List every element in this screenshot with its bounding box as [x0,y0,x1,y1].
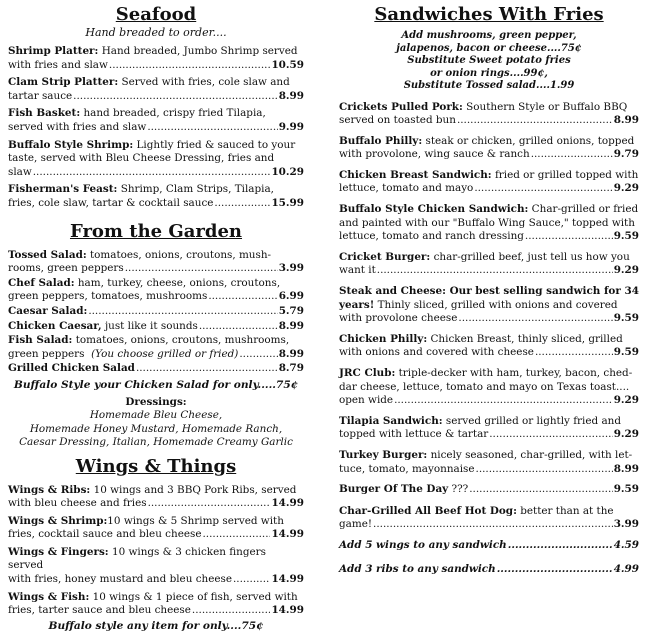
item-desc-end: tartar sauce [8,89,73,102]
item-price: 8.99 [278,89,304,102]
item-desc-end: game! [339,518,373,531]
item-desc-end: with fries and slaw [8,58,108,71]
addon-ribs [339,563,639,577]
item-desc: 10 wings and 3 BBQ Pork Ribs, served [93,483,297,496]
item-desc: 10 wings & 5 Shrimp served with [107,514,284,527]
intro-line: Substitute Tossed salad....1.99 [403,80,575,91]
item-desc-end: rooms, green peppers [8,262,124,275]
item-desc-end: want it [339,264,376,277]
item-name: Wings & Ribs: [8,483,91,496]
item-desc-end: ??? [451,483,469,496]
item-price: 6.99 [278,290,304,303]
menu-item-chicken-breast-sandwich [339,169,639,196]
item-price: 3.99 [613,518,639,531]
menu-item-burger-of-the-day [339,483,639,497]
item-price: 9.59 [613,312,639,325]
item-desc: ham, turkey, cheese, onions, croutons, [77,276,281,289]
item-name: Wings & Fingers: [8,545,109,558]
item-desc-end: green peppers, tomatoes, mushrooms [8,290,208,303]
wings-title: Wings & Things [75,455,237,477]
item-price: 9.29 [613,264,639,277]
garden-title: From the Garden [69,220,243,242]
item-price: 14.99 [271,528,304,541]
item-desc: Served with fries, cole slaw and [121,76,290,89]
menu-item-wings-ribs [8,484,304,511]
menu-item-fish-salad [8,334,304,361]
item-desc-end: open wide [339,394,394,407]
dressings-line: Homemade Honey Mustard, Homemade Ranch, [29,422,283,435]
menu-item-tilapia-sandwich [339,415,639,442]
item-desc-end: with provolone cheese [339,312,458,325]
menu-item-tossed-salad [8,249,304,276]
item-desc: Shrimp, Clam Strips, Tilapia, [120,183,274,196]
item-desc: nicely seasoned, char-grilled, with let- [430,448,633,461]
item-name: Tilapia Sandwich: [339,414,443,427]
item-name: Chicken Breast Sandwich: [339,168,492,181]
menu-item-turkey-burger [339,449,639,476]
item-desc: tomatoes, onions, croutons, mushrooms, [75,334,290,347]
item-desc-end: just like it sounds [104,319,198,332]
item-name: Buffalo Style Shrimp: [8,138,134,151]
item-price: 9.29 [613,182,639,195]
addon-price: 4.59 [613,538,639,551]
menu-item-wings-fingers [8,546,304,587]
item-price: 10.59 [271,58,304,71]
item-desc: Hand breaded, Jumbo Shrimp served [101,45,298,57]
item-desc: char-grilled beef, just tell us how you [433,250,630,263]
item-price: 8.99 [613,462,639,475]
item-price: 9.59 [613,346,639,359]
promo-text: Buffalo Style your Chicken Salad for only [13,378,258,391]
dressings-line: Caesar Dressing, Italian, Homemade Creamy Garlic [19,436,293,449]
item-price: 9.59 [613,230,639,243]
dressings-block [8,396,304,450]
item-desc-end: with onions and covered with cheese [339,346,534,359]
menu-item-buffalo-style-chicken-sandwich [339,203,639,244]
item-desc-end: topped with lettuce & tartar [339,428,489,441]
seafood-title: Seafood [115,4,197,25]
item-desc-end: with fries, honey mustard and bleu cheese [8,573,232,586]
item-desc: Chicken Breast, thinly sliced, grilled [430,332,623,345]
item-price: 8.99 [278,319,304,332]
item-name: Burger Of The Day [339,483,449,496]
promo-price: 75¢ [275,378,299,391]
addon-label: Add 5 wings to any sandwich [339,538,507,551]
item-name: Buffalo Style Chicken Sandwich: [339,203,529,216]
wings-promo: Buffalo style any item for only....75¢ [48,619,264,632]
item-name: Fish Basket: [8,107,81,120]
item-desc-end: fries, cole slaw, tartar & cocktail sauce [8,196,214,209]
item-desc-end: fries, tarter sauce and bleu cheese [8,604,191,617]
menu-item-buffalo-philly [339,135,639,162]
menu-item-caesar-salad [8,305,304,319]
item-name: Shrimp Platter: [8,45,99,57]
item-name: Fish Salad: [8,334,73,347]
menu-item-steak-and-cheese [339,285,639,326]
chicken-salad-promo: Buffalo Style your Chicken Salad for only.....75¢ [13,378,299,391]
menu-item-grilled-chicken-salad [8,362,304,376]
item-price: 5.79 [278,304,304,317]
menu-item-chef-salad [8,277,304,304]
item-name: Wings & Shrimp: [8,514,108,527]
item-desc-end: served on toasted bun [339,114,456,127]
menu-item-fishermans-feast [8,183,304,210]
addon-price: 4.99 [613,562,639,575]
item-desc: hand breaded, crispy fried Tilapia, [83,107,266,120]
item-name: Clam Strip Platter: [8,76,119,89]
item-desc-end: with provolone, wing sauce & ranch [339,148,530,161]
item-price: 14.99 [271,497,304,510]
item-desc-end: served with fries and slaw [8,120,147,133]
menu-item-jrc-club [339,367,639,408]
item-price: 9.79 [613,148,639,161]
item-desc: triple-decker with ham, turkey, bacon, ched-dar cheese, lettuce, tomato and mayo on Texas toast.... [339,367,633,393]
item-price: 9.59 [613,483,639,496]
menu-item-hot-dog [339,505,639,532]
item-name: Tossed Salad: [8,248,87,261]
menu-item-wings-shrimp [8,515,304,542]
intro-line: Substitute Sweet potato fries [407,55,571,66]
item-name: Cricket Burger: [339,250,431,263]
item-name: Char-Grilled All Beef Hot Dog: [339,504,517,517]
item-desc-end: tuce, tomato, mayonnaise [339,462,475,475]
item-name: Wings & Fish: [8,590,90,603]
intro-line: or onion rings....99¢, [430,67,548,79]
item-desc-end: lettuce, tomato and mayo [339,182,474,195]
item-desc: Char-grilled or fried and painted with our "Buffalo Wing Sauce," topped with [339,203,639,229]
item-name: Turkey Burger: [339,448,428,461]
item-name: Chicken Caesar, [8,319,102,332]
item-desc-end: with bleu cheese and fries [8,497,147,510]
item-name: Buffalo Philly: [339,134,423,147]
item-price: 10.29 [271,165,304,178]
item-desc: Thinly sliced, grilled with onions and covered [377,298,618,311]
item-note: (You choose grilled or fried) [91,347,239,360]
item-desc: Southern Style or Buffalo BBQ [466,100,628,113]
item-desc-end: fries, cocktail sauce and bleu cheese [8,528,202,541]
menu-item-buffalo-style-shrimp [8,139,304,180]
item-name: Caesar Salad: [8,304,88,317]
item-name: Crickets Pulled Pork: [339,100,463,113]
item-price: 8.79 [278,362,304,375]
seafood-subtitle: Hand breaded to order.... [85,26,227,39]
intro-line: Add mushrooms, green pepper, [401,30,577,41]
menu-item-chicken-caesar [8,320,304,334]
item-desc-end: green peppers [8,347,85,360]
item-name: Grilled Chicken Salad [8,362,135,375]
item-name: Fisherman's Feast: [8,183,118,196]
dressings-line: Homemade Bleu Cheese, [89,409,223,422]
item-desc: 10 wings & 3 chicken fingers served [8,545,266,572]
item-price: 9.29 [613,428,639,441]
item-name: Chef Salad: [8,276,75,289]
item-desc: tomatoes, onions, croutons, mush- [90,248,272,261]
dressings-heading: Dressings: [125,395,187,408]
item-price: 9.29 [613,394,639,407]
item-price: 8.99 [278,347,304,360]
menu-item-crickets-pulled-pork [339,101,639,128]
item-desc: Lightly fried & sauced to your taste, served with Bleu Cheese Dressing, fries and [8,138,296,165]
item-desc-end: slaw [8,165,32,178]
item-price: 8.99 [613,114,639,127]
addon-wings [339,539,639,553]
menu-item-cricket-burger [339,251,639,278]
item-desc: better than at the [520,504,614,517]
right-column [339,4,639,583]
item-desc: served grilled or lightly fried and [445,414,621,427]
item-price: 9.99 [278,120,304,133]
item-price: 14.99 [271,604,304,617]
item-desc: steak or chicken, grilled onions, topped [425,134,635,147]
item-name: Chicken Philly: [339,332,428,345]
item-desc: 10 wings & 1 piece of fish, served with [92,590,298,603]
item-price: 15.99 [271,196,304,209]
menu-item-shrimp-platter [8,45,304,72]
item-price: 14.99 [271,573,304,586]
menu-item-fish-basket [8,107,304,134]
item-name: JRC Club: [339,367,396,379]
item-price: 3.99 [278,262,304,275]
intro-line: jalapenos, bacon or cheese....75¢ [396,42,582,54]
sandwiches-title: Sandwiches With Fries [374,4,604,25]
menu-item-wings-fish [8,591,304,618]
sandwiches-intro [339,30,639,93]
item-desc: fried or grilled topped with [494,168,639,181]
item-desc-end: lettuce, tomato and ranch dressing [339,230,524,243]
addon-label: Add 3 ribs to any sandwich [339,562,496,575]
menu-item-chicken-philly [339,333,639,360]
left-column [8,4,304,633]
item-name: Steak and Cheese: Our best selling sandwich for 34 years! [339,285,639,311]
menu-item-clam-strip-platter [8,76,304,103]
